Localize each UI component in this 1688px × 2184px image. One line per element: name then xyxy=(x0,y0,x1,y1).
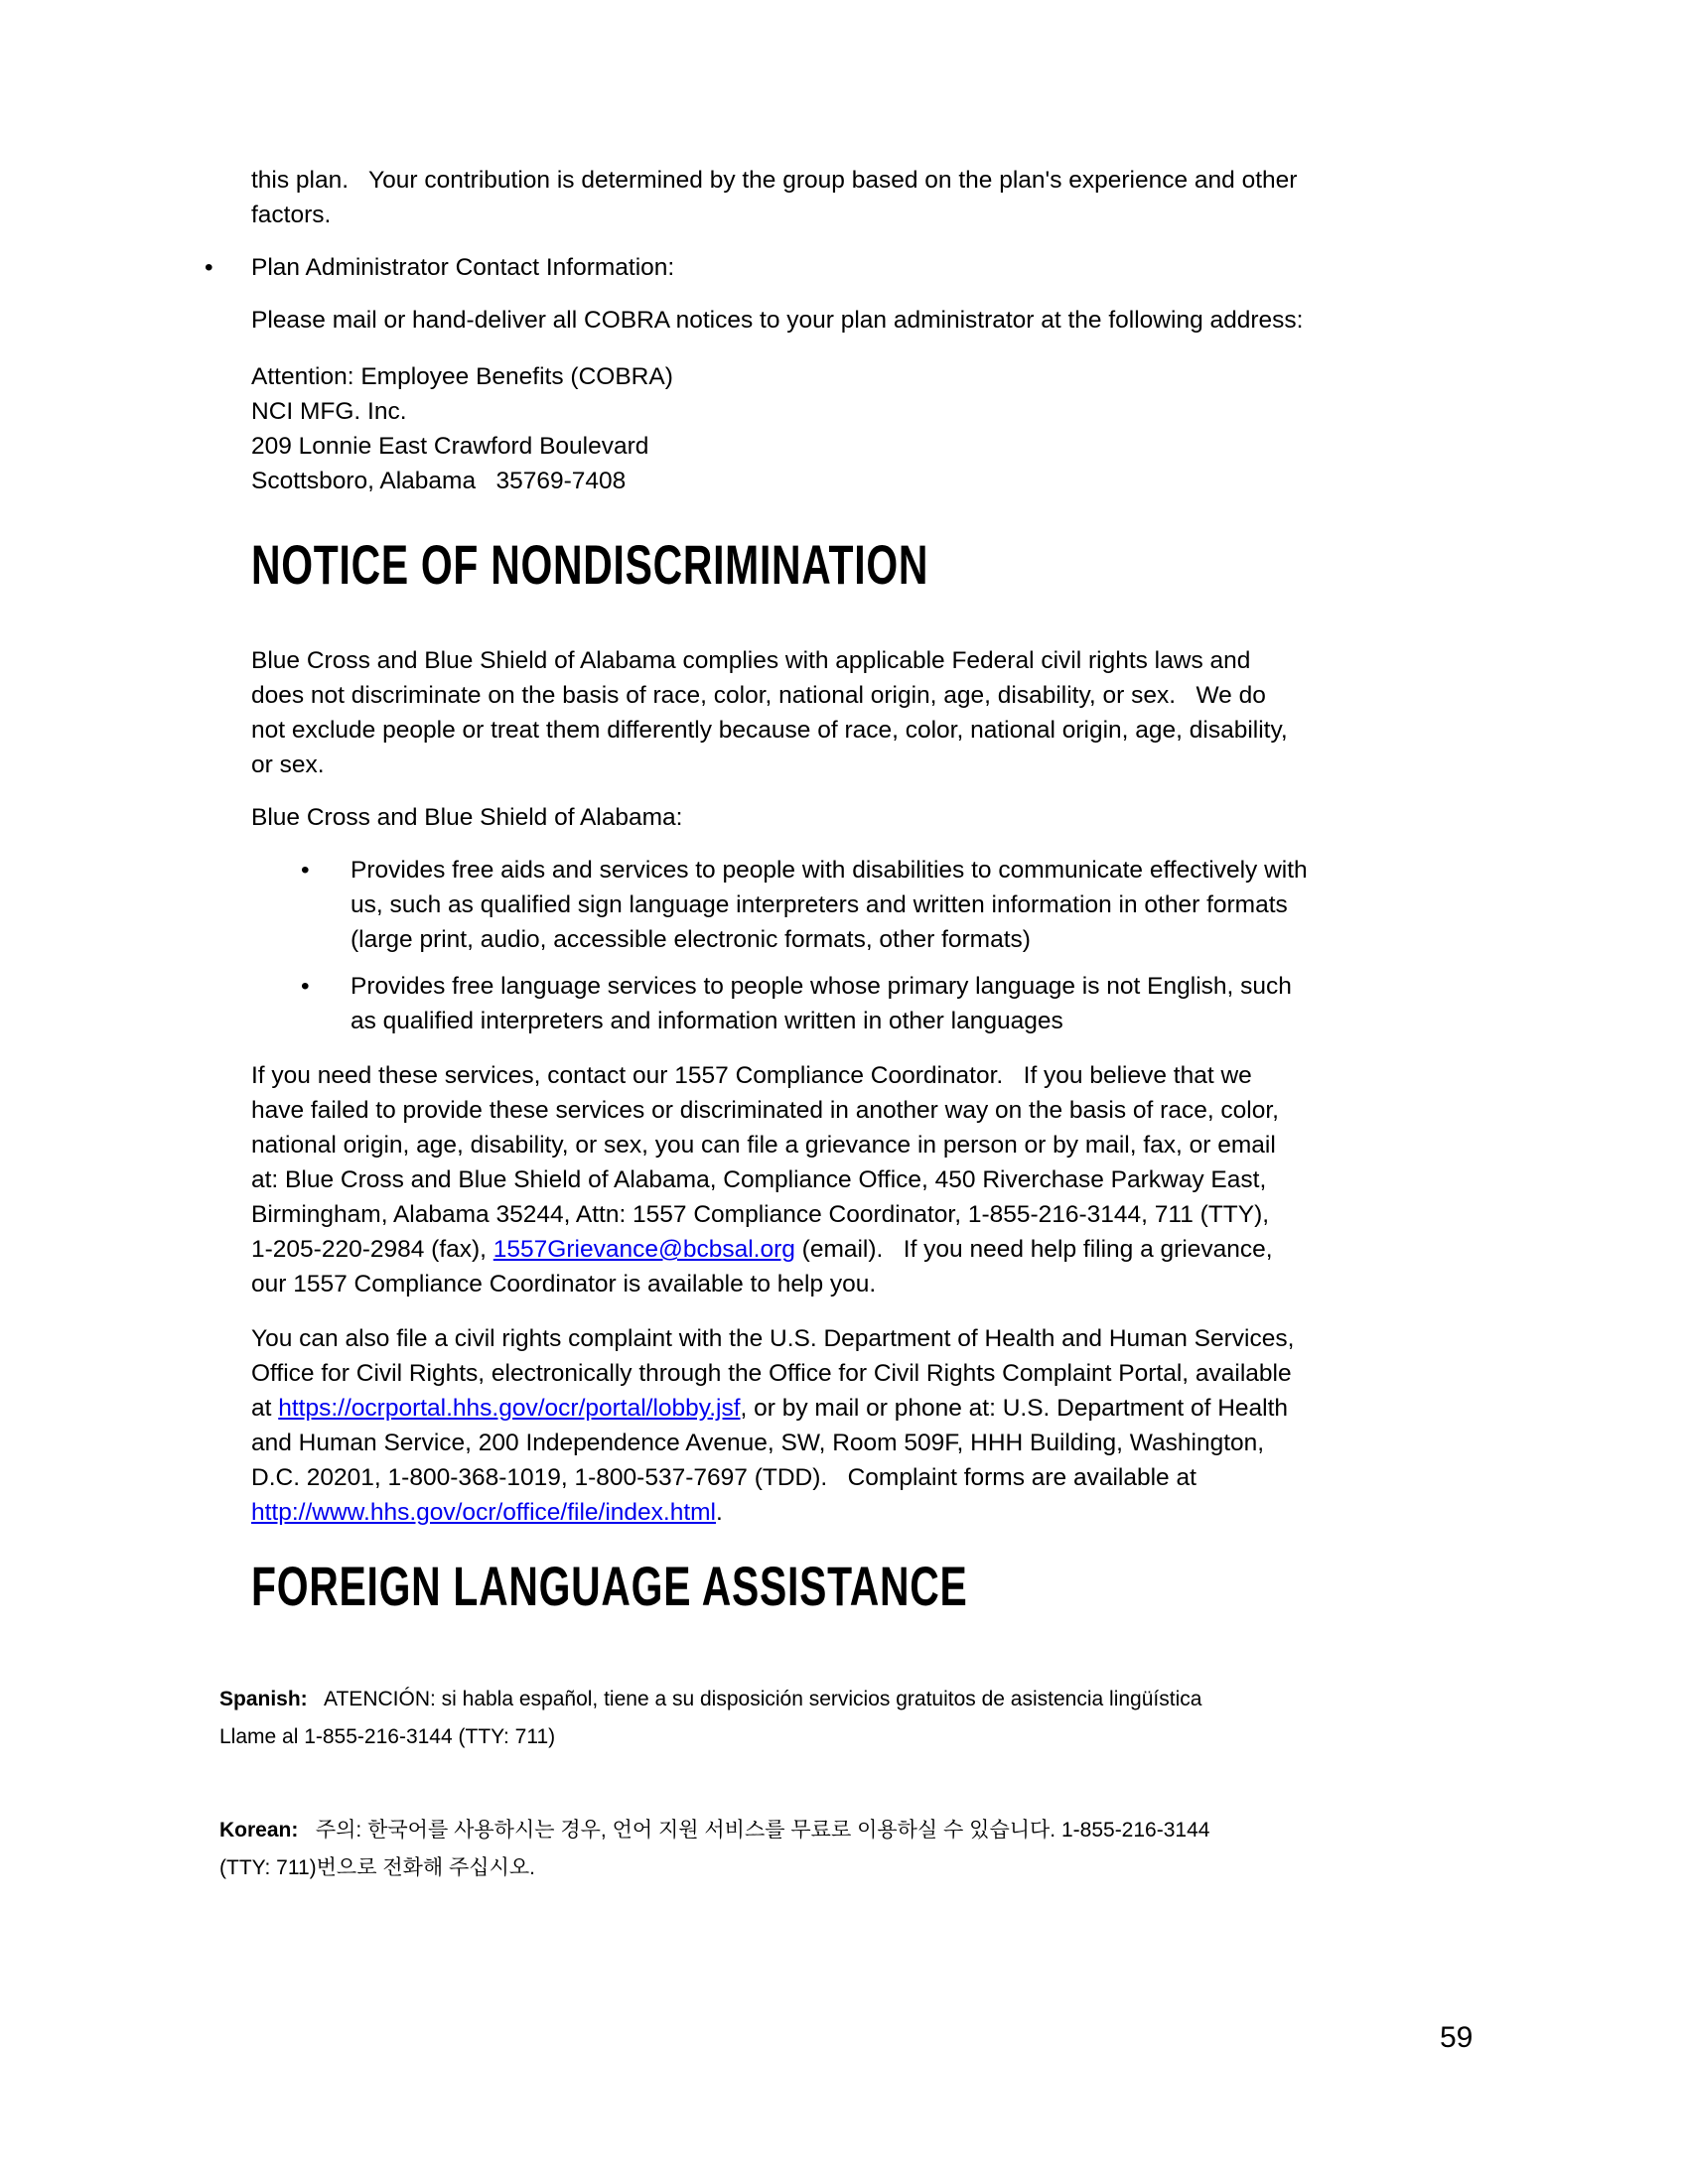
korean-line: (TTY: 711)번으로 전화해 주십시오. xyxy=(219,1856,536,1879)
paragraph-line-with-link xyxy=(251,1495,1688,1530)
mail-instruction-paragraph xyxy=(251,303,1688,338)
paragraph-line: or sex. xyxy=(251,751,325,778)
paragraph-line: our 1557 Compliance Coordinator is available to help you. xyxy=(251,1271,877,1297)
korean-assistance-block xyxy=(219,1812,1688,1887)
text-after-forms-link: . xyxy=(716,1499,723,1526)
bullet-icon: • xyxy=(301,857,310,884)
hhs-forms-link[interactable]: http://www.hhs.gov/ocr/office/file/index.html xyxy=(251,1499,716,1526)
paragraph-line-with-link xyxy=(251,1232,1688,1267)
spanish-assistance-block xyxy=(219,1681,1688,1756)
paragraph-line: Blue Cross and Blue Shield of Alabama complies with applicable Federal civil rights laws and xyxy=(251,647,1251,674)
korean-label: Korean: xyxy=(219,1819,299,1842)
address-line: 209 Lonnie East Crawford Boulevard xyxy=(251,433,649,460)
foreign-language-section xyxy=(251,1555,1688,1617)
bullet-line: Provides free language services to people whose primary language is not English, such xyxy=(351,973,1292,1000)
address-line: Scottsboro, Alabama 35769-7408 xyxy=(251,468,627,494)
paragraph-line: If you need these services, contact our 1557 Compliance Coordinator. If you believe that we xyxy=(251,1062,1252,1089)
nondiscrimination-intro-paragraph xyxy=(251,643,1688,782)
spanish-text: ATENCIÓN: si habla español, tiene a su disposición servicios gratuitos de asistencia lingüística xyxy=(307,1688,1202,1710)
korean-text: 주의: 한국어를 사용하시는 경우, 언어 지원 서비스를 무료로 이용하실 수 있습니다. 1-855-216-3144 xyxy=(298,1819,1210,1842)
paragraph-line: not exclude people or treat them differently because of race, color, national origin, age, disability, xyxy=(251,717,1288,744)
free-language-bullet xyxy=(301,969,1688,1038)
bullet-line: as qualified interpreters and information written in other languages xyxy=(351,1008,1063,1034)
plan-administrator-bullet xyxy=(205,250,1688,285)
paragraph-line: You can also file a civil rights complaint with the U.S. Department of Health and Human Services, xyxy=(251,1325,1295,1352)
paragraph-line: Birmingham, Alabama 35244, Attn: 1557 Compliance Coordinator, 1-855-216-3144, 711 (TTY), xyxy=(251,1201,1270,1228)
nondiscrimination-heading: NOTICE OF NONDISCRIMINATION xyxy=(251,533,929,596)
nondiscrimination-section xyxy=(251,533,1688,596)
text-after-portal-link: , or by mail or phone at: U.S. Department of Health xyxy=(740,1395,1289,1422)
bullet-line: Provides free aids and services to people with disabilities to communicate effectively with xyxy=(351,857,1308,884)
bullet-line: us, such as qualified sign language interpreters and written information in other formats xyxy=(351,891,1288,918)
civil-rights-complaint-paragraph xyxy=(251,1321,1688,1530)
ocr-portal-link[interactable]: https://ocrportal.hhs.gov/ocr/portal/lobby.jsf xyxy=(278,1395,741,1422)
administrator-address-block xyxy=(251,359,1688,498)
page-number: 59 xyxy=(1440,2021,1474,2054)
paragraph-line: Blue Cross and Blue Shield of Alabama: xyxy=(251,804,683,831)
text-before-portal-link: at xyxy=(251,1395,279,1422)
spanish-line: Llame al 1-855-216-3144 (TTY: 711) xyxy=(219,1725,556,1748)
korean-line xyxy=(219,1812,1688,1849)
paragraph-line: at: Blue Cross and Blue Shield of Alabama, Compliance Office, 450 Riverchase Parkway East, xyxy=(251,1166,1267,1193)
paragraph-line: does not discriminate on the basis of race, color, national origin, age, disability, or sex. We do xyxy=(251,682,1266,709)
bullet-line: (large print, audio, accessible electronic formats, other formats) xyxy=(351,926,1031,953)
bullet-icon: • xyxy=(301,973,310,1000)
bcbs-subhead-paragraph xyxy=(251,800,1688,835)
paragraph-line: have failed to provide these services or discriminated in another way on the basis of race, color, xyxy=(251,1097,1279,1124)
spanish-label: Spanish: xyxy=(219,1688,308,1710)
paragraph-line: and Human Service, 200 Independence Avenue, SW, Room 509F, HHH Building, Washington, xyxy=(251,1430,1265,1456)
text-after-email: (email). If you need help filing a grievance, xyxy=(794,1236,1273,1263)
paragraph-line: D.C. 20201, 1-800-368-1019, 1-800-537-7697 (TDD). Complaint forms are available at xyxy=(251,1464,1196,1491)
paragraph-line: this plan. Your contribution is determined by the group based on the plan's experience and other xyxy=(251,167,1298,194)
bullet-label: Plan Administrator Contact Information: xyxy=(251,254,675,281)
spanish-line xyxy=(219,1681,1688,1718)
paragraph-line-with-link xyxy=(251,1391,1688,1426)
plan-contribution-paragraph xyxy=(251,163,1688,232)
paragraph-line: Office for Civil Rights, electronically through the Office for Civil Rights Complaint Portal, available xyxy=(251,1360,1292,1387)
free-aids-bullet xyxy=(301,853,1688,957)
paragraph-line: Please mail or hand-deliver all COBRA notices to your plan administrator at the following address: xyxy=(251,307,1304,334)
grievance-paragraph xyxy=(251,1058,1688,1301)
bullet-icon: • xyxy=(205,254,213,281)
address-line: NCI MFG. Inc. xyxy=(251,398,407,425)
address-line: Attention: Employee Benefits (COBRA) xyxy=(251,363,673,390)
paragraph-line: factors. xyxy=(251,202,332,228)
text-before-email: 1-205-220-2984 (fax), xyxy=(251,1236,493,1263)
paragraph-line: national origin, age, disability, or sex, you can file a grievance in person or by mail, fax, or email xyxy=(251,1132,1276,1159)
grievance-email-link[interactable]: 1557Grievance@bcbsal.org xyxy=(492,1236,795,1263)
foreign-language-heading: FOREIGN LANGUAGE ASSISTANCE xyxy=(251,1555,968,1617)
